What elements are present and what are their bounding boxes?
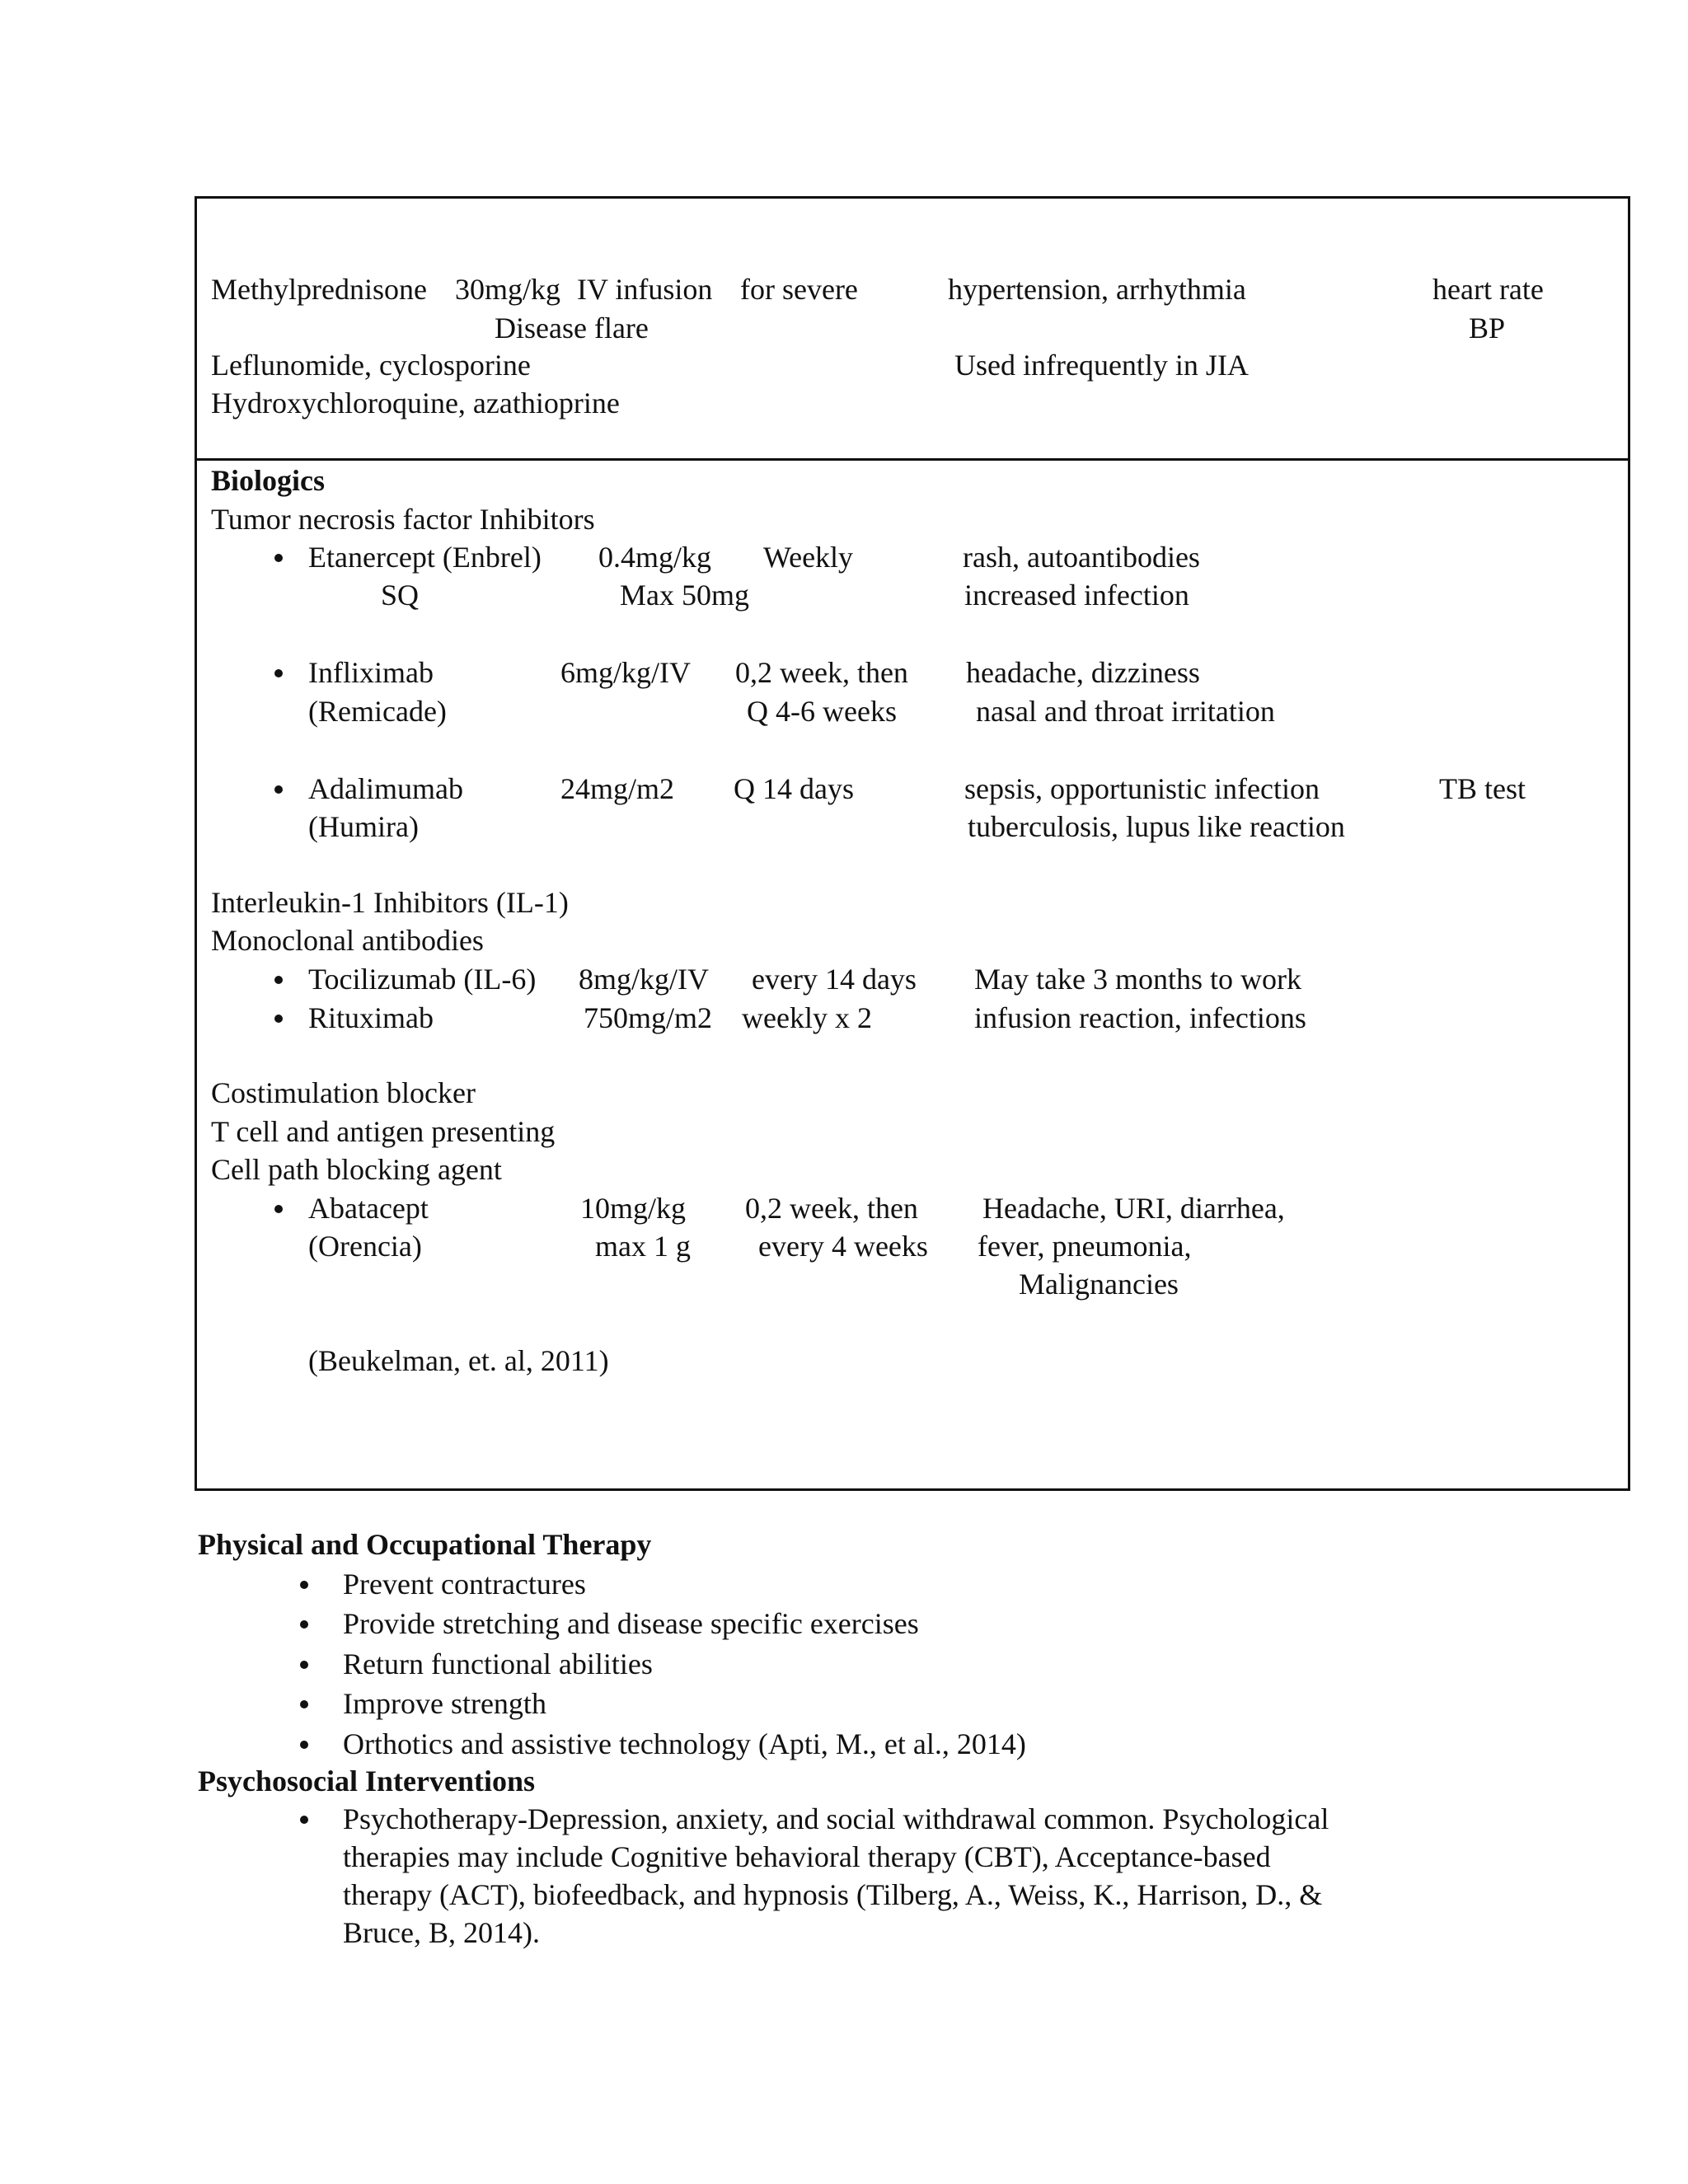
infliximab-dose: 6mg/kg/IV: [560, 656, 691, 689]
infliximab-freq-2: Q 4-6 weeks: [747, 695, 897, 728]
bullet-icon: [300, 1581, 308, 1589]
infliximab-effects-2: nasal and throat irritation: [976, 695, 1275, 728]
costim-heading-2: T cell and antigen presenting: [211, 1115, 556, 1148]
adalimumab-freq: Q 14 days: [734, 772, 854, 805]
methylprednisone-monitor-2: BP: [1469, 312, 1506, 344]
biologics-citation: (Beukelman, et. al, 2011): [308, 1344, 609, 1377]
bullet-icon: [274, 1015, 283, 1023]
adalimumab-effects-2: tuberculosis, lupus like reaction: [968, 810, 1345, 843]
tocilizumab-dose: 8mg/kg/IV: [579, 963, 709, 996]
abatacept-effects-1: Headache, URI, diarrhea,: [982, 1192, 1285, 1225]
infliximab-brand: (Remicade): [308, 695, 447, 728]
etanercept-name: Etanercept (Enbrel): [308, 541, 542, 574]
bullet-icon: [300, 1741, 308, 1749]
abatacept-freq-1: 0,2 week, then: [745, 1192, 918, 1225]
bullet-icon: [300, 1816, 308, 1824]
pt-ot-item: Provide stretching and disease specific exercises: [343, 1607, 919, 1640]
etanercept-freq: Weekly: [763, 541, 854, 574]
rituximab-freq: weekly x 2: [742, 1001, 872, 1034]
abatacept-brand: (Orencia): [308, 1230, 422, 1263]
il1-subheading: Monoclonal antibodies: [211, 924, 484, 957]
etanercept-effects-1: rash, autoantibodies: [963, 541, 1200, 574]
infliximab-effects-1: headache, dizziness: [966, 656, 1200, 689]
adalimumab-effects-1: sepsis, opportunistic infection: [964, 772, 1320, 805]
psychosocial-heading: Psychosocial Interventions: [198, 1765, 535, 1797]
bullet-icon: [300, 1620, 308, 1629]
abatacept-max: max 1 g: [595, 1230, 691, 1263]
table-row-divider: [195, 458, 1630, 461]
methylprednisone-indication-2: Disease flare: [495, 312, 649, 344]
costim-heading-3: Cell path blocking agent: [211, 1153, 502, 1186]
costim-heading-1: Costimulation blocker: [211, 1076, 476, 1109]
tocilizumab-freq: every 14 days: [752, 963, 917, 996]
adalimumab-name: Adalimumab: [308, 772, 463, 805]
pt-ot-item: Return functional abilities: [343, 1647, 653, 1680]
tnf-heading: Tumor necrosis factor Inhibitors: [211, 503, 595, 536]
pt-ot-item: Improve strength: [343, 1687, 546, 1720]
adalimumab-brand: (Humira): [308, 810, 419, 843]
leflunomide-drugs: Leflunomide, cyclosporine: [211, 349, 531, 382]
infliximab-freq-1: 0,2 week, then: [735, 656, 908, 689]
rituximab-name: Rituximab: [308, 1001, 434, 1034]
psychosocial-line: Bruce, B, 2014).: [343, 1916, 540, 1949]
methylprednisone-route: IV infusion: [577, 273, 713, 306]
tocilizumab-note: May take 3 months to work: [974, 963, 1301, 996]
rituximab-dose: 750mg/m2: [584, 1001, 713, 1034]
rituximab-effects: infusion reaction, infections: [974, 1001, 1306, 1034]
etanercept-effects-2: increased infection: [964, 579, 1189, 612]
psychosocial-line: therapies may include Cognitive behavioral therapy (CBT), Acceptance-based: [343, 1840, 1271, 1873]
il1-heading: Interleukin-1 Inhibitors (IL-1): [211, 886, 569, 919]
abatacept-effects-2: fever, pneumonia,: [978, 1230, 1192, 1263]
bullet-icon: [274, 554, 283, 562]
methylprednisone-indication: for severe: [740, 273, 858, 306]
bullet-icon: [274, 976, 283, 984]
abatacept-dose: 10mg/kg: [580, 1192, 687, 1225]
methylprednisone-monitor-1: heart rate: [1432, 273, 1544, 306]
methylprednisone-effects: hypertension, arrhythmia: [948, 273, 1246, 306]
infliximab-name: Infliximab: [308, 656, 434, 689]
bullet-icon: [274, 1205, 283, 1213]
adalimumab-monitor: TB test: [1439, 772, 1526, 805]
etanercept-route: SQ: [381, 579, 420, 612]
methylprednisone-drug: Methylprednisone: [211, 273, 427, 306]
etanercept-max: Max 50mg: [620, 579, 749, 612]
biologics-heading: Biologics: [211, 464, 326, 497]
abatacept-freq-2: every 4 weeks: [758, 1230, 928, 1263]
methylprednisone-dose: 30mg/kg: [455, 273, 561, 306]
bullet-icon: [300, 1661, 308, 1669]
abatacept-effects-3: Malignancies: [1019, 1268, 1179, 1301]
etanercept-dose: 0.4mg/kg: [598, 541, 712, 574]
tocilizumab-name: Tocilizumab (IL-6): [308, 963, 537, 996]
hydroxychloroquine-drugs: Hydroxychloroquine, azathioprine: [211, 387, 620, 419]
adalimumab-dose: 24mg/m2: [560, 772, 675, 805]
pt-ot-item: Prevent contractures: [343, 1568, 586, 1601]
psychosocial-line: Psychotherapy-Depression, anxiety, and social withdrawal common. Psychological: [343, 1802, 1329, 1835]
bullet-icon: [274, 785, 283, 794]
bullet-icon: [300, 1700, 308, 1708]
pt-ot-heading: Physical and Occupational Therapy: [198, 1528, 652, 1561]
pt-ot-item: Orthotics and assistive technology (Apti, M., et al., 2014): [343, 1727, 1026, 1760]
abatacept-name: Abatacept: [308, 1192, 429, 1225]
leflunomide-note: Used infrequently in JIA: [954, 349, 1249, 382]
bullet-icon: [274, 669, 283, 677]
psychosocial-line: therapy (ACT), biofeedback, and hypnosis (Tilberg, A., Weiss, K., Harrison, D., &: [343, 1878, 1323, 1911]
